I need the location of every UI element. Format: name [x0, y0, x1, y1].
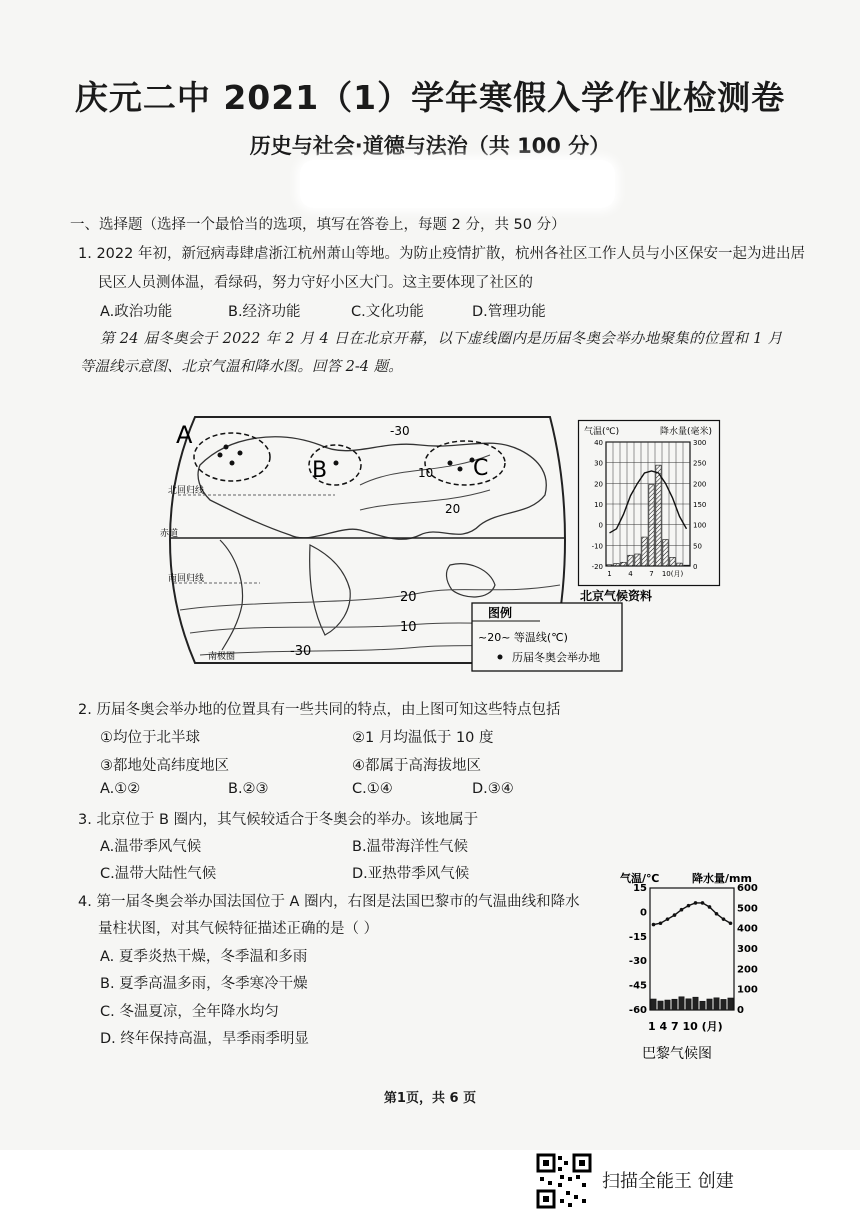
latitude-label: 北回归线 — [168, 486, 205, 496]
x-tick-label: 4 — [628, 570, 633, 578]
y-tick-label: -15 — [628, 931, 647, 943]
precip-bar — [707, 999, 712, 1010]
legend-host: 历届冬奥会举办地 — [512, 651, 600, 664]
q1-stem-line2: 民区人员测体温，看绿码，努力守好小区大门。这主要体现了社区的 — [98, 275, 533, 291]
page-number: 第1页，共 6 页 — [383, 1091, 477, 1106]
precip-bar — [677, 563, 682, 566]
temperature-line — [654, 903, 731, 925]
x-tick-label: 1 — [607, 570, 612, 578]
precip-bar — [614, 564, 619, 566]
q4-option-c: C. 冬温夏凉，全年降水均匀 — [100, 1004, 279, 1020]
paris-x-axis-label: 1 4 7 10 (月) — [648, 1020, 723, 1033]
precip-bar — [628, 555, 633, 566]
temperature-point — [652, 923, 656, 927]
y2-tick-label: 250 — [693, 459, 707, 468]
y2-tick-label: 300 — [737, 944, 758, 955]
y-tick-label: 20 — [594, 480, 603, 489]
page-title: 庆元二中 2021（1）学年寒假入学作业检测卷 — [74, 78, 786, 117]
q3-option-d: D.亚热带季风气候 — [352, 866, 470, 882]
y2-tick-label: 100 — [693, 521, 707, 530]
q1-option-a: A.政治功能 — [100, 304, 173, 320]
latitude-label: 南回归线 — [168, 574, 205, 584]
precip-bar — [679, 997, 684, 1010]
map-label-a: A — [176, 421, 193, 449]
temperature-point — [694, 901, 698, 905]
y-tick-label: -60 — [628, 1005, 647, 1016]
qr-code-icon — [536, 1153, 592, 1209]
q3-stem: 3. 北京位于 B 圈内，其气候较适合于冬奥会的举办。该地属于 — [78, 812, 479, 828]
y-tick-label: 30 — [594, 459, 603, 468]
beijing-precip-header: 降水量(毫米) — [660, 427, 713, 437]
beijing-climate-chart — [578, 420, 720, 605]
isotherm-label: 20 — [445, 502, 461, 516]
redacted-name-area — [300, 160, 615, 208]
y2-tick-label: 600 — [737, 883, 758, 894]
y-tick-label: 15 — [633, 883, 647, 894]
temperature-point — [729, 921, 733, 925]
y-tick-label: -30 — [628, 956, 647, 968]
q1-option-d: D.管理功能 — [472, 304, 546, 320]
y2-tick-label: 200 — [737, 964, 758, 976]
temperature-point — [673, 913, 677, 917]
legend-isotherm: ~20~ 等温线(℃) — [478, 631, 568, 644]
x-tick-label: 10(月) — [661, 570, 684, 578]
q1-stem-line1: 1. 2022 年初，新冠病毒肆虐浙江杭州萧山等地。为防止疫情扩散，杭州各社区工作人员与小区保安一起为进出居 — [78, 246, 805, 262]
x-tick-label: 7 — [649, 570, 654, 578]
map-label-b: B — [312, 458, 328, 483]
q2-item-1: ①均位于北半球 — [100, 730, 200, 746]
isotherm-label: -30 — [290, 644, 312, 659]
section-heading: 一、选择题（选择一个最恰当的选项，填写在答卷上，每题 2 分，共 50 分） — [70, 217, 566, 233]
q2-item-2: ②1 月均温低于 10 度 — [352, 730, 494, 746]
temperature-point — [722, 917, 726, 921]
precip-bar — [684, 565, 689, 566]
q2-item-4: ④都属于高海拔地区 — [352, 758, 481, 774]
passage-line2: 等温线示意图、北京气温和降水图。回答 2-4 题。 — [80, 359, 403, 375]
q2-option-c: C.①④ — [352, 781, 393, 797]
beijing-temp-header: 气温(℃) — [584, 427, 620, 437]
precip-bar — [607, 565, 612, 566]
isotherm-label: 20 — [400, 590, 417, 605]
y-tick-label: -20 — [591, 563, 603, 571]
precip-bar — [635, 554, 640, 566]
map-label-c: C — [473, 456, 489, 481]
precip-bar — [663, 540, 668, 566]
precip-bar — [670, 557, 675, 566]
y2-tick-label: 500 — [737, 903, 758, 915]
q3-option-b: B.温带海洋性气候 — [352, 839, 469, 855]
paris-chart-caption: 巴黎气候图 — [642, 1046, 712, 1062]
precip-bar — [665, 1000, 670, 1010]
precip-bar — [649, 485, 654, 566]
q2-option-b: B.②③ — [228, 781, 269, 797]
y2-tick-label: 200 — [693, 480, 707, 489]
beijing-plot-area — [592, 439, 707, 578]
precip-bar — [686, 999, 691, 1010]
temperature-point — [715, 912, 719, 916]
q1-option-b: B.经济功能 — [228, 304, 301, 320]
isotherm-label: -30 — [390, 424, 410, 438]
temperature-point — [666, 917, 670, 921]
precip-bar — [714, 998, 719, 1010]
y2-tick-label: 0 — [737, 1005, 744, 1016]
y2-tick-label: 400 — [737, 923, 758, 935]
q2-option-a: A.①② — [100, 781, 141, 797]
precip-bar — [658, 1001, 663, 1010]
temperature-point — [701, 901, 705, 905]
passage-line1: 第 24 届冬奥会于 2022 年 2 月 4 日在北京开幕，以下虚线圈内是历届冬奥会举办地聚集的位置和 1 月 — [100, 331, 783, 347]
q4-stem-line2: 量柱状图，对其气候特征描述正确的是（ ） — [98, 921, 379, 937]
y2-tick-label: 100 — [737, 984, 758, 996]
temperature-point — [680, 908, 684, 912]
latitude-label: 赤道 — [160, 529, 179, 539]
y-tick-label: 40 — [594, 439, 603, 447]
precip-bar — [721, 999, 726, 1010]
temperature-point — [708, 905, 712, 909]
scanner-brand-text: 扫描全能王 创建 — [602, 1171, 734, 1192]
y-tick-label: -45 — [628, 980, 647, 992]
y-tick-label: 0 — [598, 521, 603, 530]
q4-option-b: B. 夏季高温多雨，冬季寒冷干燥 — [100, 976, 308, 992]
page-subtitle: 历史与社会·道德与法治（共 100 分） — [249, 134, 611, 158]
q3-option-c: C.温带大陆性气候 — [100, 866, 217, 882]
y2-tick-label: 300 — [693, 439, 707, 447]
latitude-label: 南极圈 — [208, 652, 236, 662]
paris-plot-area — [629, 883, 758, 1016]
isotherm-label: 10 — [400, 620, 417, 635]
q4-stem-line1: 4. 第一届冬奥会举办国法国位于 A 圈内，右图是法国巴黎市的气温曲线和降水 — [78, 894, 580, 910]
q2-option-d: D.③④ — [472, 781, 514, 797]
legend-dot-icon — [498, 655, 503, 660]
q2-item-3: ③都地处高纬度地区 — [100, 758, 229, 774]
paris-temp-header: 气温/℃ — [620, 872, 660, 885]
paris-climate-chart — [618, 866, 768, 1066]
q3-option-a: A.温带季风气候 — [100, 839, 202, 855]
paris-precip-header: 降水量/mm — [692, 872, 752, 885]
precip-bar — [693, 997, 698, 1010]
q4-option-d: D. 终年保持高温，旱季雨季明显 — [100, 1031, 309, 1047]
legend-title: 图例 — [488, 606, 513, 620]
temperature-point — [659, 921, 663, 925]
q2-stem: 2. 历届冬奥会举办地的位置具有一些共同的特点，由上图可知这些特点包括 — [78, 702, 561, 718]
q1-option-c: C.文化功能 — [351, 304, 424, 320]
precip-bar — [728, 998, 733, 1010]
precip-bar — [700, 1001, 705, 1010]
precip-bar — [672, 999, 677, 1010]
precip-bar — [651, 999, 656, 1010]
precip-bar — [656, 465, 661, 566]
y-tick-label: 10 — [594, 501, 603, 509]
precip-bar — [642, 537, 647, 566]
plot-frame — [650, 888, 734, 1010]
temperature-point — [687, 904, 691, 908]
isotherm-label: 10 — [418, 466, 434, 480]
y2-tick-label: 150 — [693, 501, 707, 509]
y-tick-label: -10 — [591, 542, 603, 551]
y2-tick-label: 50 — [693, 542, 702, 551]
precip-bar — [621, 562, 626, 566]
q4-option-a: A. 夏季炎热干燥，冬季温和多雨 — [100, 949, 308, 965]
beijing-chart-caption: 北京气候资料 — [580, 589, 653, 603]
y2-tick-label: 0 — [693, 563, 698, 571]
circle-a — [194, 433, 270, 481]
y-tick-label: 0 — [640, 907, 647, 919]
